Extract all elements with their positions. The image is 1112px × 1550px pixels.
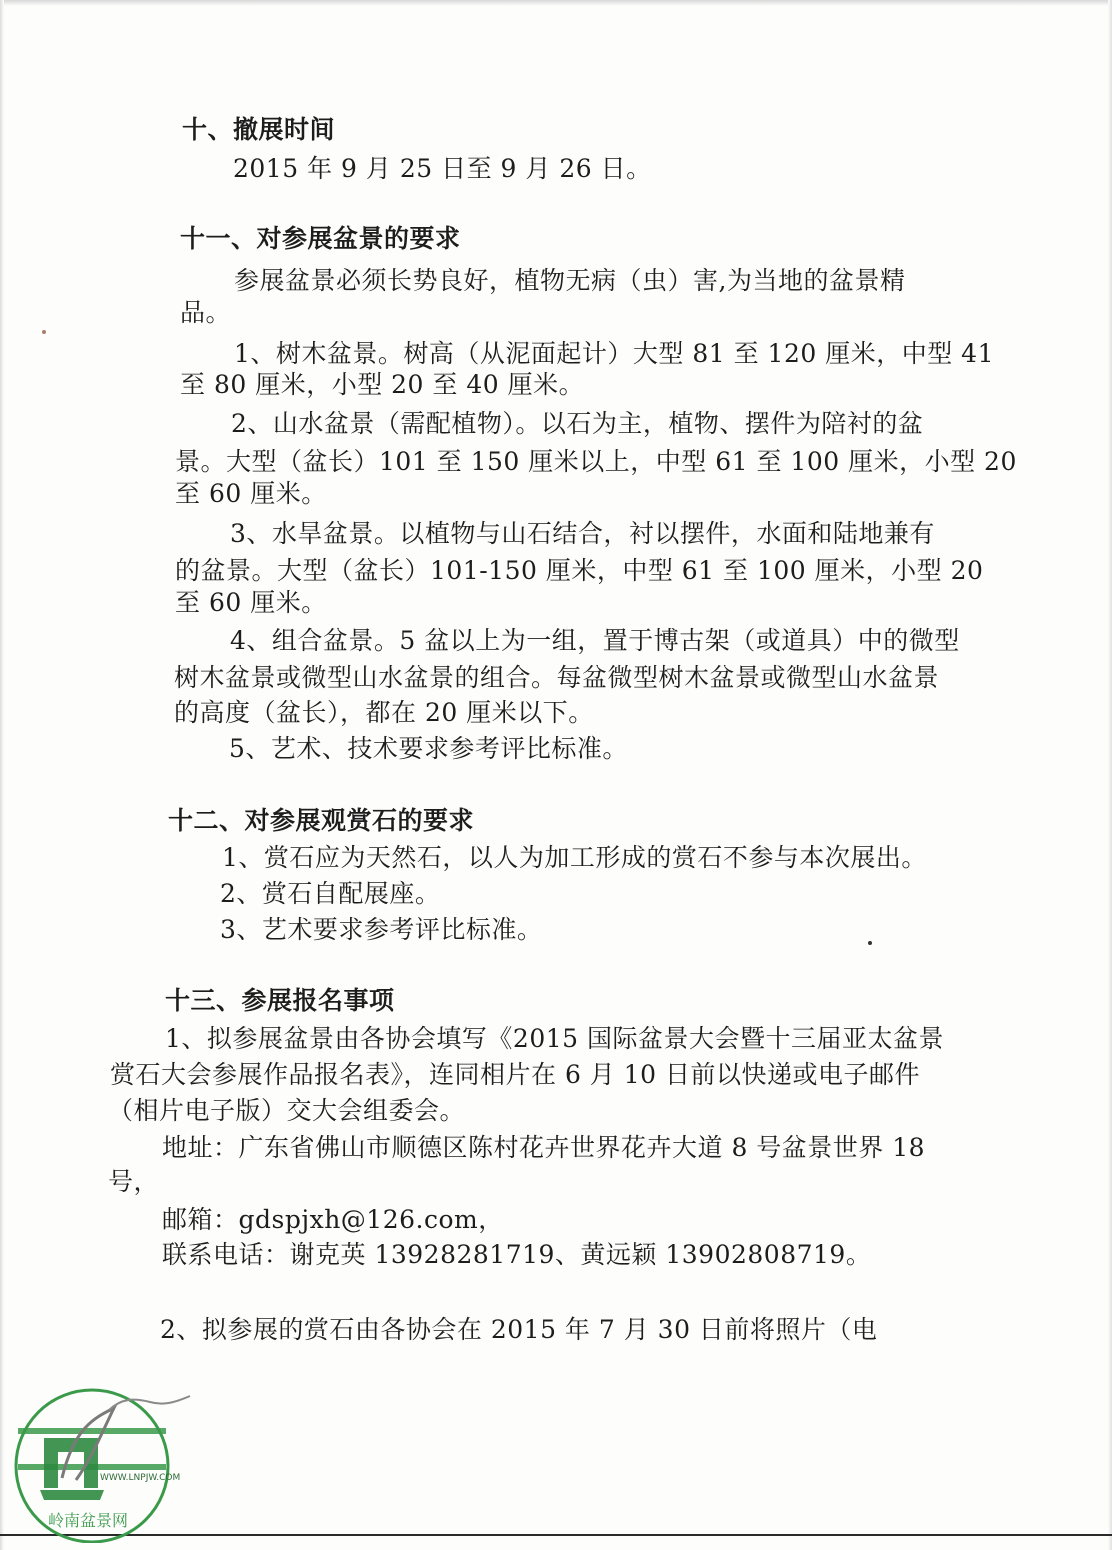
section-heading: 十一、对参展盆景的要求	[180, 224, 461, 253]
body-line: 4、组合盆景。5 盆以上为一组，置于博古架（或道具）中的微型	[230, 626, 960, 655]
body-line: 2、山水盆景（需配植物）。以石为主，植物、摆件为陪衬的盆	[231, 409, 924, 438]
section-heading: 十三、参展报名事项	[165, 986, 395, 1015]
body-line: 参展盆景必须长势良好，植物无病（虫）害,为当地的盆景精	[234, 266, 906, 295]
watermark-logo	[4, 1368, 204, 1543]
scan-edge-right	[1108, 0, 1112, 1550]
body-line: 至 60 厘米。	[175, 588, 327, 617]
stray-mark	[868, 941, 872, 945]
pot-base-icon	[40, 1490, 104, 1500]
scan-edge-left	[0, 0, 4, 1550]
scan-edge-top	[0, 0, 1112, 6]
body-line: 景。大型（盆长）101 至 150 厘米以上，中型 61 至 100 厘米，小型 20	[175, 447, 1017, 476]
section-heading: 十、撤展时间	[182, 115, 336, 144]
body-line: 树木盆景或微型山水盆景的组合。每盆微型树木盆景或微型山水盆景	[174, 663, 940, 692]
pot-icon	[44, 1438, 98, 1488]
body-line: 3、艺术要求参考评比标准。	[220, 915, 543, 944]
watermark-url: WWW.LNPJW.COM	[100, 1473, 181, 1483]
body-line: （相片电子版）交大会组委会。	[108, 1096, 466, 1125]
section-heading: 十二、对参展观赏石的要求	[168, 806, 475, 835]
body-line: 2015 年 9 月 25 日至 9 月 26 日。	[233, 154, 652, 183]
body-line: 3、水旱盆景。以植物与山石结合，衬以摆件，水面和陆地兼有	[230, 519, 935, 548]
body-line: 赏石大会参展作品报名表》，连同相片在 6 月 10 日前以快递或电子邮件	[110, 1060, 921, 1089]
body-line: 的高度（盆长），都在 20 厘米以下。	[174, 698, 594, 727]
body-line: 2、赏石自配展座。	[220, 879, 441, 908]
address-line: 地址：广东省佛山市顺德区陈村花卉世界花卉大道 8 号盆景世界 18	[162, 1133, 926, 1162]
body-line: 品。	[180, 298, 232, 327]
body-line: 5、艺术、技术要求参考评比标准。	[229, 734, 628, 763]
phone-line: 联系电话：谢克英 13928281719、黄远颖 13902808719。	[162, 1240, 872, 1269]
body-line: 2、拟参展的赏石由各协会在 2015 年 7 月 30 日前将照片（电	[160, 1315, 878, 1344]
watermark-name: 岭南盆景网	[48, 1511, 129, 1530]
email-line: 邮箱：gdspjxh@126.com，	[162, 1205, 504, 1234]
address-line: 号，	[108, 1167, 160, 1196]
body-line: 的盆景。大型（盆长）101-150 厘米，中型 61 至 100 厘米，小型 20	[175, 556, 984, 585]
watermark-band	[18, 1428, 166, 1434]
body-line: 1、拟参展盆景由各协会填写《2015 国际盆景大会暨十三届亚太盆景	[165, 1024, 944, 1053]
scan-speck	[42, 330, 46, 334]
body-line: 1、树木盆景。树高（从泥面起计）大型 81 至 120 厘米，中型 41	[234, 339, 994, 368]
tree-branch-icon	[109, 1396, 190, 1410]
body-line: 1、赏石应为天然石，以人为加工形成的赏石不参与本次展出。	[222, 843, 927, 872]
body-line: 至 80 厘米，小型 20 至 40 厘米。	[180, 370, 585, 399]
body-line: 至 60 厘米。	[175, 479, 327, 508]
